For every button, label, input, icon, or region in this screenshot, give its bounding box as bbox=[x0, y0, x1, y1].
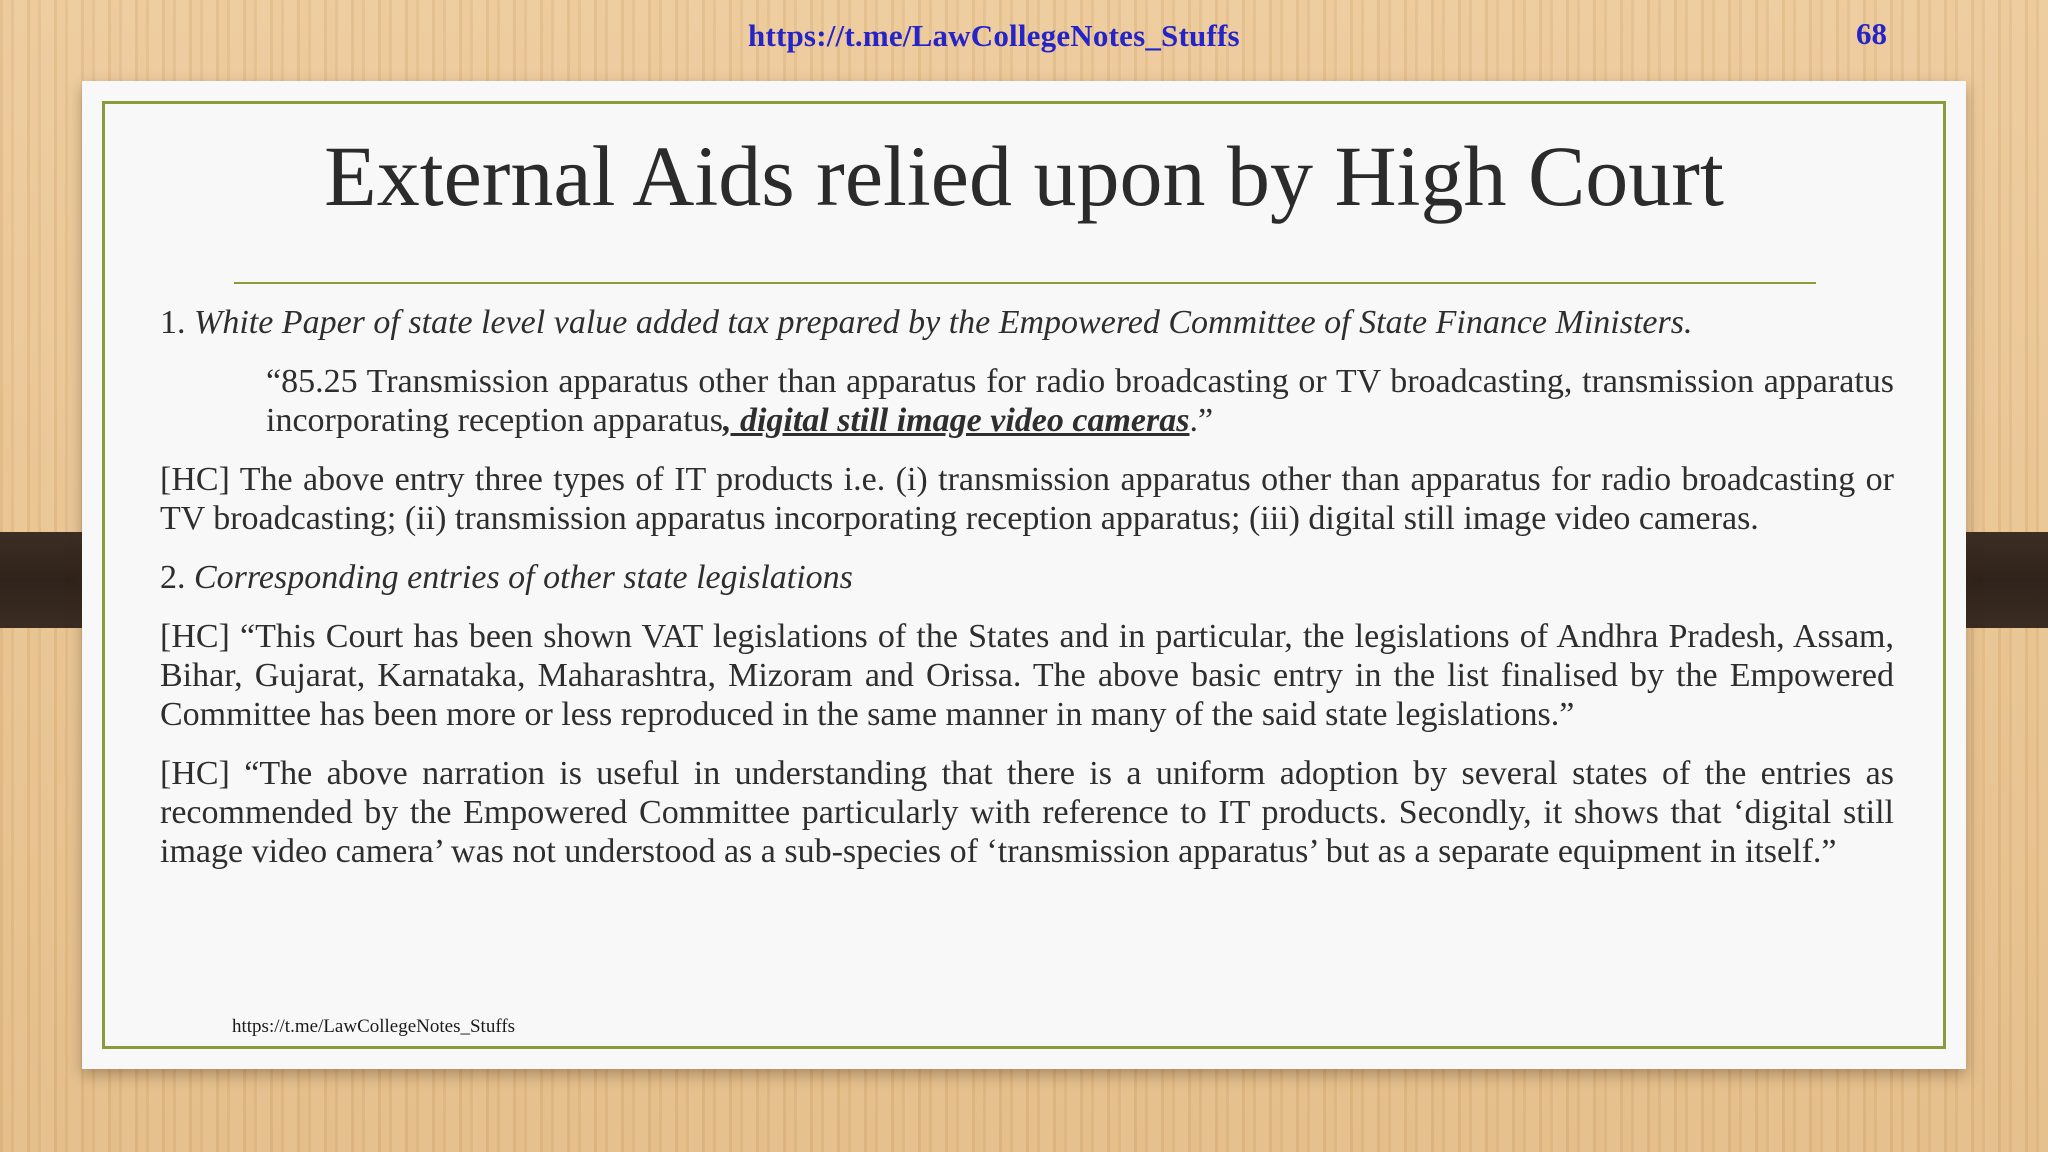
item-2 bbox=[160, 558, 1894, 597]
item-2-number: 2. bbox=[160, 559, 194, 596]
slide-title: External Aids relied upon by High Court bbox=[324, 128, 1724, 224]
item-1 bbox=[160, 303, 1894, 342]
footer-link[interactable]: https://t.me/LawCollegeNotes_Stuffs bbox=[232, 1016, 516, 1037]
quote-1-end: .” bbox=[1189, 402, 1214, 439]
quote-1 bbox=[266, 362, 1894, 440]
item-1-text: White Paper of state level value added tax prepared by the Empowered Committee of State Finance Ministers. bbox=[194, 304, 1693, 341]
quote-1-emphasis: , digital still image video cameras bbox=[722, 402, 1190, 439]
hc-paragraph-1: [HC] The above entry three types of IT products i.e. (i) transmission apparatus other than apparatus for radio broadcasting or TV broadcasting; (ii) transmission apparatus incorporating reception apparatus; (iii) digital still image video cameras. bbox=[160, 461, 1894, 537]
page-number: 68 bbox=[1856, 16, 1887, 51]
quote-1-text: “85.25 Transmission apparatus other than apparatus for radio broadcasting or TV broadcasting, transmission apparatus incorporating reception apparatus bbox=[266, 363, 1894, 439]
slide-content bbox=[160, 303, 1894, 871]
title-divider bbox=[234, 282, 1816, 284]
slide bbox=[82, 81, 1966, 1069]
header-link[interactable]: https://t.me/LawCollegeNotes_Stuffs bbox=[748, 18, 1240, 53]
item-2-text: Corresponding entries of other state legislations bbox=[194, 559, 853, 596]
item-1-number: 1. bbox=[160, 304, 194, 341]
hc-paragraph-2: [HC] “This Court has been shown VAT legislations of the States and in particular, the legislations of Andhra Pradesh, Assam, Bihar, Gujarat, Karnataka, Maharashtra, Mizoram and Orissa. The above basic entry in the list finalised by the Empowered Committee has been more or less reproduced in the same manner in many of the said state legislations.” bbox=[160, 618, 1894, 733]
hc-paragraph-3: [HC] “The above narration is useful in understanding that there is a uniform adoption by several states of the entries as recommended by the Empowered Committee particularly with reference to IT products. Secondly, it shows that ‘digital still image video camera’ was not understood as a sub-species of ‘transmission apparatus’ but as a separate equipment in itself.” bbox=[160, 755, 1894, 870]
